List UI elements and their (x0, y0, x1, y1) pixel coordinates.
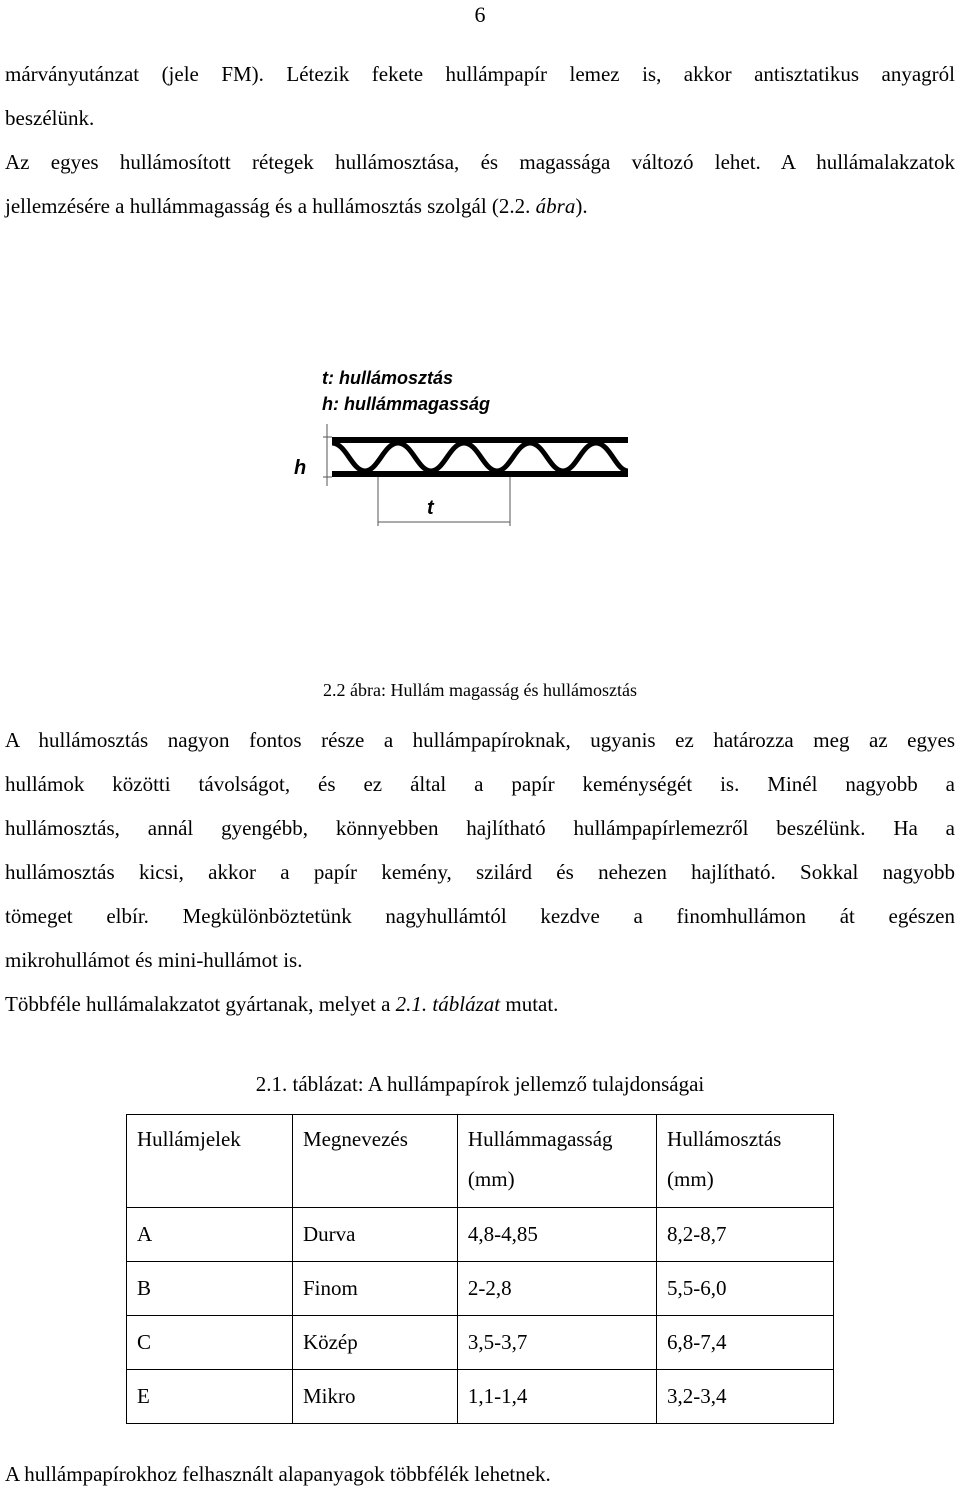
table-reference: 2.1. táblázat (395, 992, 501, 1016)
table-cell: E (127, 1370, 293, 1424)
figure-reference: ábra (535, 194, 576, 218)
table-row (127, 1208, 834, 1262)
table-row (127, 1370, 834, 1424)
legend-t: t: hullámosztás (322, 368, 454, 388)
table-cell: Mikro (292, 1370, 457, 1424)
header-text: Hullámosztás (667, 1127, 782, 1151)
intro-line (5, 184, 955, 228)
legend-h: h: hullámmagasság (322, 394, 491, 414)
body-text: mutat. (500, 992, 559, 1016)
intro-line: márványutánzat (jele FM). Létezik fekete hullámpapír lemez is, akkor antisztatikus anyagról (5, 62, 955, 86)
header-text: Hullámmagasság (467, 1127, 613, 1151)
header-cell (457, 1115, 656, 1208)
body-line: A hullámosztás nagyon fontos része a hullámpapíroknak, ugyanis ez határozza meg az egyes (5, 728, 955, 752)
body-line: hullámosztás kicsi, akkor a papír kemény, szilárd és nehezen hajlítható. Sokkal nagyobb (5, 860, 955, 884)
label-h: h (294, 457, 307, 479)
top-liner (332, 437, 628, 443)
page-number: 6 (474, 2, 486, 27)
table-cell: A (127, 1208, 293, 1262)
table-cell: C (127, 1316, 293, 1370)
table-cell: Finom (292, 1262, 457, 1316)
table-cell: 6,8-7,4 (657, 1316, 834, 1370)
header-unit: (mm) (467, 1167, 515, 1191)
corrugation-diagram (292, 346, 640, 542)
intro-text: jellemzésére a hullámmagasság és a hullámosztás szolgál (2.2. (5, 194, 536, 218)
table-cell: B (127, 1262, 293, 1316)
header-cell (292, 1115, 457, 1208)
body-text: Többféle hullámalakzatot gyártanak, melyet a (5, 992, 396, 1016)
label-t: t (427, 497, 434, 519)
body-paragraph (5, 718, 955, 1026)
table-cell: 5,5-6,0 (657, 1262, 834, 1316)
intro-text: ). (575, 194, 588, 218)
table-cell: 3,2-3,4 (657, 1370, 834, 1424)
table-cell: 3,5-3,7 (457, 1316, 656, 1370)
table-cell: Közép (292, 1316, 457, 1370)
corrugation-figure (292, 346, 640, 542)
table-header-row (127, 1115, 834, 1208)
table-caption: 2.1. táblázat: A hullámpapírok jellemző tulajdonságai (255, 1072, 705, 1096)
table-cell: Durva (292, 1208, 457, 1262)
body-line: mikrohullámot és mini-hullámot is. (5, 948, 303, 972)
intro-paragraph (5, 52, 955, 228)
intro-line: Az egyes hullámosított rétegek hullámosztása, és magassága változó lehet. A hullámalakzatok (5, 150, 955, 174)
body-line: hullámok közötti távolságot, és ez által a papír keménységét is. Minél nagyobb a (5, 772, 955, 796)
header-unit: (mm) (667, 1167, 714, 1191)
table-cell: 1,1-1,4 (457, 1370, 656, 1424)
header-cell (657, 1115, 834, 1208)
bottom-liner (332, 471, 628, 477)
table-cell: 4,8-4,85 (457, 1208, 656, 1262)
table-cell: 8,2-8,7 (657, 1208, 834, 1262)
table-row (127, 1316, 834, 1370)
header-cell (127, 1115, 293, 1208)
body-line (5, 982, 955, 1026)
body-line: hullámosztás, annál gyengébb, könnyebben hajlítható hullámpapírlemezről beszélünk. Ha a (5, 816, 955, 840)
figure-caption: 2.2 ábra: Hullám magasság és hullámosztás (323, 680, 637, 700)
intro-line: beszélünk. (5, 106, 95, 130)
table-cell: 2-2,8 (457, 1262, 656, 1316)
footer-paragraph (5, 1452, 955, 1496)
body-line: tömeget elbír. Megkülönböztetünk nagyhullámtól kezdve a finomhullámon át egészen (5, 904, 955, 928)
header-text: Megnevezés (302, 1127, 408, 1151)
header-text: Hullámjelek (137, 1127, 241, 1151)
footer-line: A hullámpapírokhoz felhasznált alapanyagok többfélék lehetnek. (5, 1462, 551, 1486)
flute-properties-table (126, 1114, 834, 1424)
table-row (127, 1262, 834, 1316)
